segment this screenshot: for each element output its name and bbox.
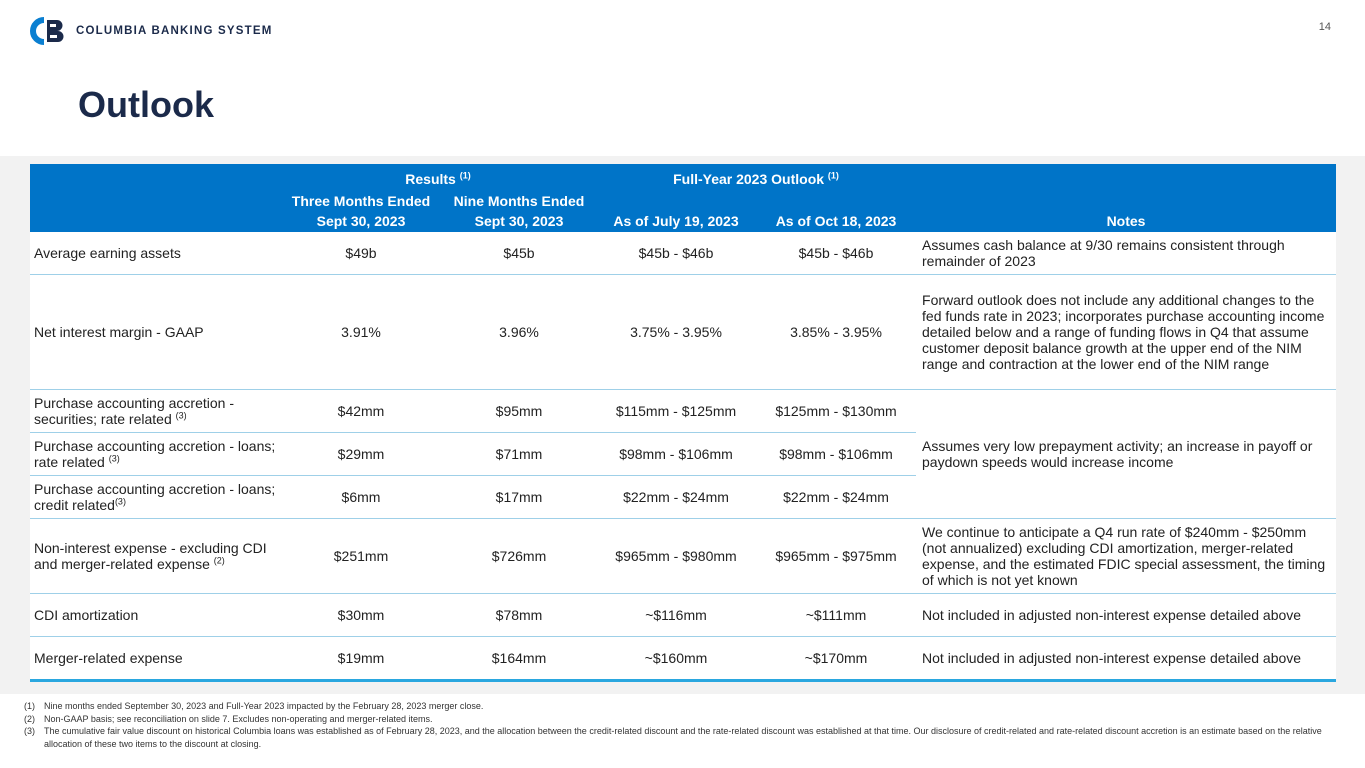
table-row: Purchase accounting accretion - loans; credit related$^{(3)}$ $6mm $17mm $22mm - $24mm $22mm - $24mm (30, 476, 1336, 519)
col-three-months-line2: Sept 30, 2023 (280, 210, 442, 232)
footnotes (24, 700, 1324, 750)
col-nine-months-line2: Sept 30, 2023 (442, 210, 596, 232)
header-blank (30, 164, 280, 188)
table-row: Purchase accounting accretion - securities; rate related $^{(3)}$ $42mm $95mm $115mm - $125mm $125mm - $130mm Assumes very low prepayment activity; an increase in payoff or paydown speeds would increase income (30, 390, 1336, 433)
col-as-of-oct: As of Oct 18, 2023 (756, 210, 916, 232)
row-label: Purchase accounting accretion - securities; rate related $^{(3)}$ (30, 390, 280, 433)
row-note: Not included in adjusted non-interest expense detailed above (916, 594, 1336, 637)
footnote-3: (3) The cumulative fair value discount on historical Columbia loans was established as of February 28, 2023, and the allocation between the credit-related discount and the rate-related discount was established at that time. Our disclosure of credit-related and rate-related discount accretion is an estimate based on the relative allocation of these two items to the discount at closing. (24, 726, 1322, 749)
row-label: CDI amortization (30, 594, 280, 637)
page-title: Outlook (78, 84, 214, 125)
row-note: We continue to anticipate a Q4 run rate of $240mm - $250mm (not annualized) excluding CDI amortization, merger-related expense, and the estimated FDIC special assessment, the timing of which is not yet known (916, 519, 1336, 594)
col-notes: Notes (916, 210, 1336, 232)
company-name: COLUMBIA BANKING SYSTEM (76, 25, 273, 37)
outlook-group-header: Full-Year 2023 Outlook $^{(1)}$ (596, 164, 916, 188)
row-label: Net interest margin - GAAP (30, 275, 280, 390)
table-row: Non-interest expense - excluding CDI and merger-related expense $^{(2)}$ $251mm $726mm $965mm - $980mm $965mm - $975mm We continue to anticipate a Q4 run rate of $240mm - $250mm (not annualized) excluding CDI amortization, merger-related expense, and the estimated FDIC special assessment, the timing of which is not yet known (30, 519, 1336, 594)
row-note: Not included in adjusted non-interest expense detailed above (916, 637, 1336, 681)
slide-header (0, 0, 1365, 156)
table-row: Net interest margin - GAAP 3.91% 3.96% 3.75% - 3.95% 3.85% - 3.95% Forward outlook does not include any additional changes to the fed funds rate in 2023; incorporates purchase accounting income detailed below and a range of funding flows in Q4 that assume customer deposit balance growth at the upper end of the NIM range and contraction at the lower end of the NIM range (30, 275, 1336, 390)
table-row: Average earning assets $49b $45b $45b - $46b $45b - $46b Assumes cash balance at 9/30 remains consistent through remainder of 2023 (30, 232, 1336, 275)
row-label: Merger-related expense (30, 637, 280, 681)
page-number: 14 (1318, 21, 1331, 33)
cb-logo-icon (26, 15, 68, 47)
table-header (30, 164, 1336, 232)
row-note: Forward outlook does not include any additional changes to the fed funds rate in 2023; incorporates purchase accounting income detailed below and a range of funding flows in Q4 that assume customer deposit balance growth at the upper end of the NIM range and contraction at the lower end of the NIM range (916, 275, 1336, 390)
row-note: Assumes very low prepayment activity; an increase in payoff or paydown speeds would increase income (916, 390, 1336, 519)
col-nine-months-line1: Nine Months Ended (442, 188, 596, 210)
row-label: Non-interest expense - excluding CDI and merger-related expense $^{(2)}$ (30, 519, 280, 594)
header-blank-notes (916, 164, 1336, 188)
row-label: Purchase accounting accretion - loans; credit related$^{(3)}$ (30, 476, 280, 519)
footnote-1: (1) Nine months ended September 30, 2023 and Full-Year 2023 impacted by the February 28, 2023 merger close. (24, 701, 484, 711)
table-row: CDI amortization $30mm $78mm ~$116mm ~$111mm Not included in adjusted non-interest expense detailed above (30, 594, 1336, 637)
outlook-table (30, 164, 1336, 682)
col-as-of-july: As of July 19, 2023 (596, 210, 756, 232)
results-group-header: Results $^{(1)}$ (280, 164, 596, 188)
table-row: Purchase accounting accretion - loans; rate related $^{(3)}$ $29mm $71mm $98mm - $106mm $98mm - $106mm (30, 433, 1336, 476)
col-three-months-line1: Three Months Ended (280, 188, 442, 210)
row-note: Assumes cash balance at 9/30 remains consistent through remainder of 2023 (916, 232, 1336, 275)
row-label: Purchase accounting accretion - loans; rate related $^{(3)}$ (30, 433, 280, 476)
row-label: Average earning assets (30, 232, 280, 275)
company-logo (26, 15, 272, 47)
table-row: Merger-related expense $19mm $164mm ~$160mm ~$170mm Not included in adjusted non-interest expense detailed above (30, 637, 1336, 681)
footnote-2: (2) Non-GAAP basis; see reconciliation on slide 7. Excludes non-operating and merger-related items. (24, 713, 433, 724)
